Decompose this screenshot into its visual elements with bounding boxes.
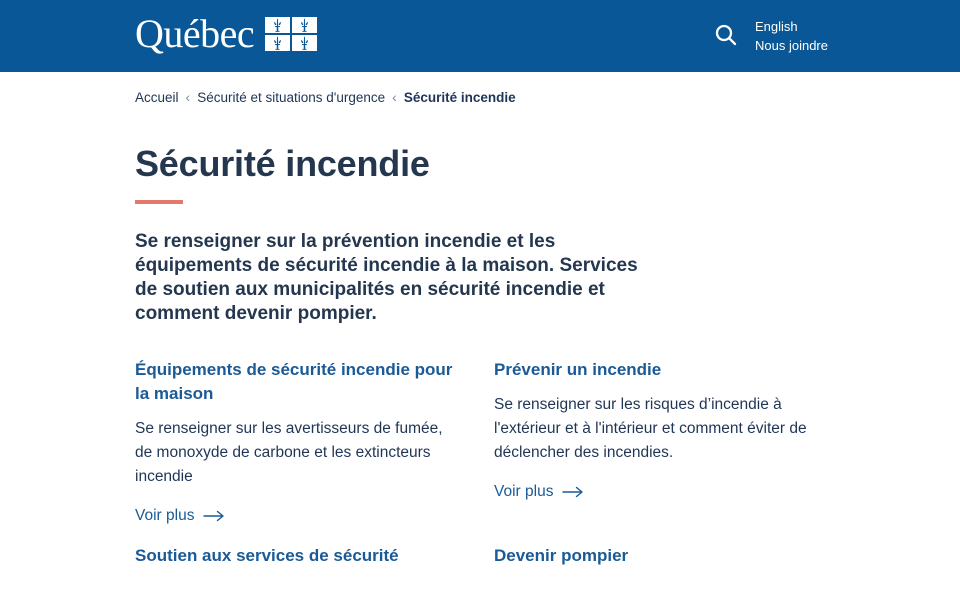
site-header — [0, 0, 960, 72]
breadcrumb-item-securite-urgence[interactable]: Sécurité et situations d'urgence — [197, 90, 386, 105]
quebec-logo[interactable] — [135, 11, 319, 56]
topic-card-grid — [135, 358, 920, 568]
search-button[interactable] — [713, 22, 755, 51]
search-icon — [713, 22, 739, 51]
card-title-link[interactable]: Soutien aux services de sécurité — [135, 546, 399, 565]
card-see-more-label: Voir plus — [494, 483, 554, 500]
card-description: Se renseigner sur les risques d’incendie à l'extérieur et à l'intérieur et comment éviter de déclencher des incendies. — [494, 396, 807, 461]
language-toggle-link[interactable]: English — [755, 19, 798, 34]
card-see-more-link[interactable] — [135, 506, 225, 526]
card-see-more-link[interactable] — [494, 482, 584, 502]
breadcrumb-separator-icon: ‹ — [392, 89, 397, 105]
quebec-flag-icon — [263, 15, 319, 53]
page-intro-text: Se renseigner sur la prévention incendie et les équipements de sécurité incendie à la maison. Services de soutien aux municipalités en sécurité incendie et comment devenir pompier. — [135, 231, 638, 324]
topic-card-prevenir — [494, 358, 839, 526]
flag-cell — [265, 35, 290, 51]
card-description: Se renseigner sur les avertisseurs de fumée, de monoxyde de carbone et les extincteurs incendie — [135, 420, 443, 485]
card-see-more-label: Voir plus — [135, 507, 195, 524]
flag-cell — [265, 17, 290, 33]
breadcrumb-item-current: Sécurité incendie — [403, 90, 516, 105]
title-accent-rule — [135, 200, 183, 204]
main-content — [0, 143, 960, 568]
card-title-link[interactable]: Équipements de sécurité incendie pour la maison — [135, 360, 453, 403]
topic-card-soutien — [135, 544, 455, 568]
card-title-link[interactable]: Prévenir un incendie — [494, 360, 662, 379]
contact-link[interactable]: Nous joindre — [755, 38, 828, 53]
topic-card-equipements — [135, 358, 455, 526]
arrow-right-icon — [203, 510, 225, 522]
logo-wordmark: Québec — [135, 11, 255, 56]
arrow-right-icon — [562, 486, 584, 498]
header-utility-area — [713, 0, 960, 72]
flag-cell — [292, 17, 317, 33]
card-title-link[interactable]: Devenir pompier — [494, 546, 629, 565]
breadcrumb — [135, 89, 960, 106]
breadcrumb-item-accueil[interactable]: Accueil — [135, 90, 179, 105]
header-links — [755, 19, 960, 53]
breadcrumb-separator-icon: ‹ — [185, 89, 191, 105]
topic-card-devenir-pompier — [494, 544, 839, 568]
flag-cell — [292, 35, 317, 51]
page-title: Sécurité incendie — [135, 143, 430, 184]
